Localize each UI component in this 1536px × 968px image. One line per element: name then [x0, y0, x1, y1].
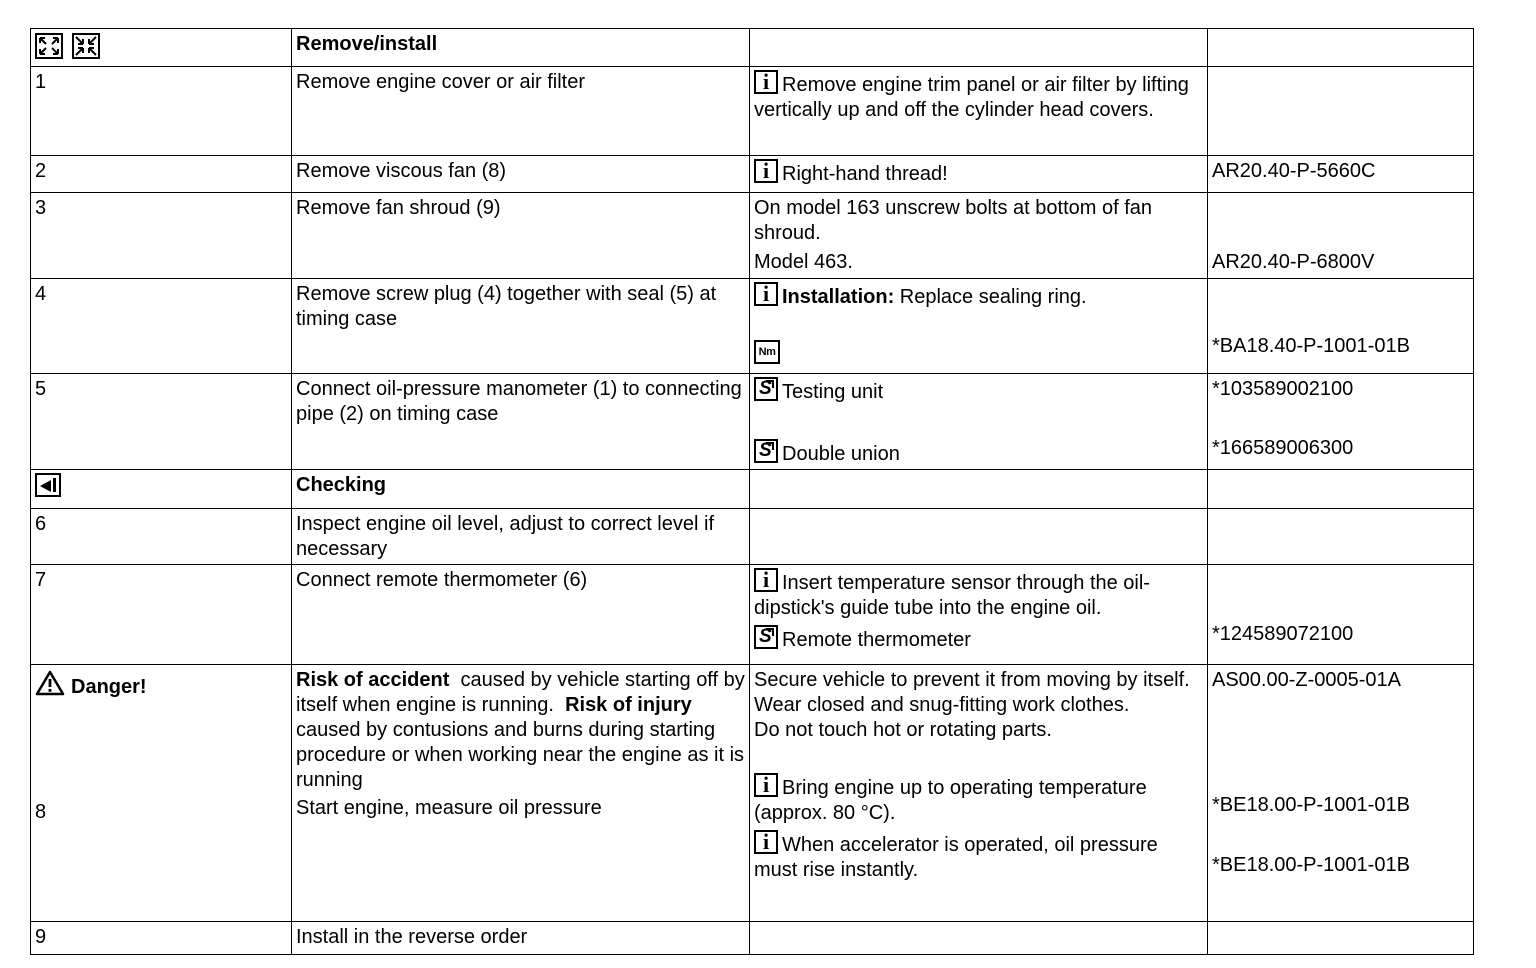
reference-link[interactable]: AS00.00-Z-0005-01A: [1212, 669, 1402, 691]
note-cell: [750, 193, 1208, 279]
step-text: Remove fan shroud (9): [292, 193, 750, 279]
note-cell: [750, 279, 1208, 374]
table-row: [31, 29, 1474, 67]
empty-cell: [1208, 509, 1474, 565]
reference-link[interactable]: AR20.40-P-5660C: [1208, 156, 1474, 193]
reference-cell: [1208, 279, 1474, 374]
reference-link[interactable]: *124589072100: [1212, 623, 1354, 645]
empty-cell: [750, 922, 1208, 955]
note-text: Right-hand thread!: [782, 163, 948, 185]
label-cell: [31, 665, 292, 922]
empty-cell: [750, 509, 1208, 565]
info-icon: [754, 159, 778, 183]
special-tool-icon: [754, 625, 778, 649]
note-cell: [750, 67, 1208, 156]
step-number: 3: [31, 193, 292, 279]
remove-install-icon: [35, 33, 63, 59]
special-tool-icon: [754, 439, 778, 463]
risk-heading: Risk of accident: [296, 669, 450, 691]
tool-cell: [750, 374, 1208, 470]
table-row: [31, 156, 1474, 193]
risk-text: caused by contusions and burns during starting procedure or when working near the engine as it is running: [296, 719, 745, 791]
reference-cell: [1208, 193, 1474, 279]
reference-link[interactable]: *BE18.00-P-1001-01B: [1212, 794, 1410, 816]
reference-cell: [1208, 374, 1474, 470]
step-text: Remove viscous fan (8): [292, 156, 750, 193]
info-icon: [754, 830, 778, 854]
table-row: [31, 509, 1474, 565]
note-text: On model 163 unscrew bolts at bottom of fan shroud.: [754, 197, 1152, 244]
icon-cell: [31, 470, 292, 509]
special-tool-icon: [754, 377, 778, 401]
install-icon: [72, 33, 100, 59]
empty-cell: [750, 470, 1208, 509]
tool-name: Remote thermometer: [782, 629, 971, 651]
note-text: Bring engine up to operating temperature (approx. 80 °C).: [754, 777, 1147, 824]
danger-triangle-icon: [35, 670, 65, 696]
note-text: Wear closed and snug-fitting work clothes.: [754, 694, 1130, 716]
note-cell: [750, 156, 1208, 193]
note-text: Replace sealing ring.: [894, 286, 1087, 308]
step-number: 5: [31, 374, 292, 470]
step-number: 4: [31, 279, 292, 374]
step-text: [292, 665, 750, 922]
table-row: [31, 193, 1474, 279]
step-text: Connect oil-pressure manometer (1) to connecting pipe (2) on timing case: [292, 374, 750, 470]
note-text: Insert temperature sensor through the oil-dipstick's guide tube into the engine oil.: [754, 572, 1150, 619]
step-text: Start engine, measure oil pressure: [296, 797, 602, 819]
step-number: 9: [31, 922, 292, 955]
note-text: When accelerator is operated, oil pressure must rise instantly.: [754, 834, 1158, 881]
step-text: Install in the reverse order: [292, 922, 750, 955]
icon-cell: [31, 29, 292, 67]
step-number: 8: [35, 801, 47, 823]
table-row: [31, 470, 1474, 509]
table-row: [31, 374, 1474, 470]
torque-icon: Nm: [754, 340, 780, 364]
table-row: [31, 922, 1474, 955]
reference-link[interactable]: AR20.40-P-6800V: [1212, 251, 1375, 273]
step-number: 1: [31, 67, 292, 156]
table-row: [31, 565, 1474, 665]
empty-cell: [750, 29, 1208, 67]
step-text: Inspect engine oil level, adjust to correct level if necessary: [292, 509, 750, 565]
empty-cell: [1208, 67, 1474, 156]
note-text: Remove engine trim panel or air filter by lifting vertically up and off the cylinder head covers.: [754, 74, 1189, 121]
installation-label: Installation:: [782, 286, 895, 308]
note-cell: [750, 665, 1208, 922]
step-text: Remove engine cover or air filter: [292, 67, 750, 156]
step-number: 2: [31, 156, 292, 193]
empty-cell: [1208, 470, 1474, 509]
step-text: Remove screw plug (4) together with seal (5) at timing case: [292, 279, 750, 374]
empty-cell: [1208, 29, 1474, 67]
tool-name: Testing unit: [782, 381, 884, 403]
checking-icon: [35, 473, 61, 497]
reference-cell: [1208, 665, 1474, 922]
info-icon: [754, 773, 778, 797]
reference-cell: [1208, 565, 1474, 665]
section-title: Remove/install: [292, 29, 750, 67]
note-text: Do not touch hot or rotating parts.: [754, 719, 1052, 741]
reference-link[interactable]: *BE18.00-P-1001-01B: [1212, 854, 1410, 876]
reference-link[interactable]: *166589006300: [1212, 437, 1354, 459]
tool-name: Double union: [782, 443, 900, 465]
info-icon: [754, 282, 778, 306]
info-icon: [754, 70, 778, 94]
info-icon: [754, 568, 778, 592]
table-row: [31, 67, 1474, 156]
section-title: Checking: [292, 470, 750, 509]
reference-link[interactable]: *103589002100: [1212, 378, 1354, 400]
note-text: Secure vehicle to prevent it from moving by itself.: [754, 669, 1190, 691]
reference-link[interactable]: *BA18.40-P-1001-01B: [1212, 335, 1410, 357]
danger-label: Danger!: [71, 676, 147, 698]
note-text: Model 463.: [754, 251, 853, 273]
step-text: Connect remote thermometer (6): [292, 565, 750, 665]
note-cell: [750, 565, 1208, 665]
empty-cell: [1208, 922, 1474, 955]
step-number: 6: [31, 509, 292, 565]
risk-heading: Risk of injury: [565, 694, 692, 716]
table-row: [31, 665, 1474, 922]
step-number: 7: [31, 565, 292, 665]
procedure-table: [30, 28, 1474, 955]
table-row: [31, 279, 1474, 374]
risk-text: caused by vehicle starting off by itself when engine is running.: [296, 669, 751, 716]
